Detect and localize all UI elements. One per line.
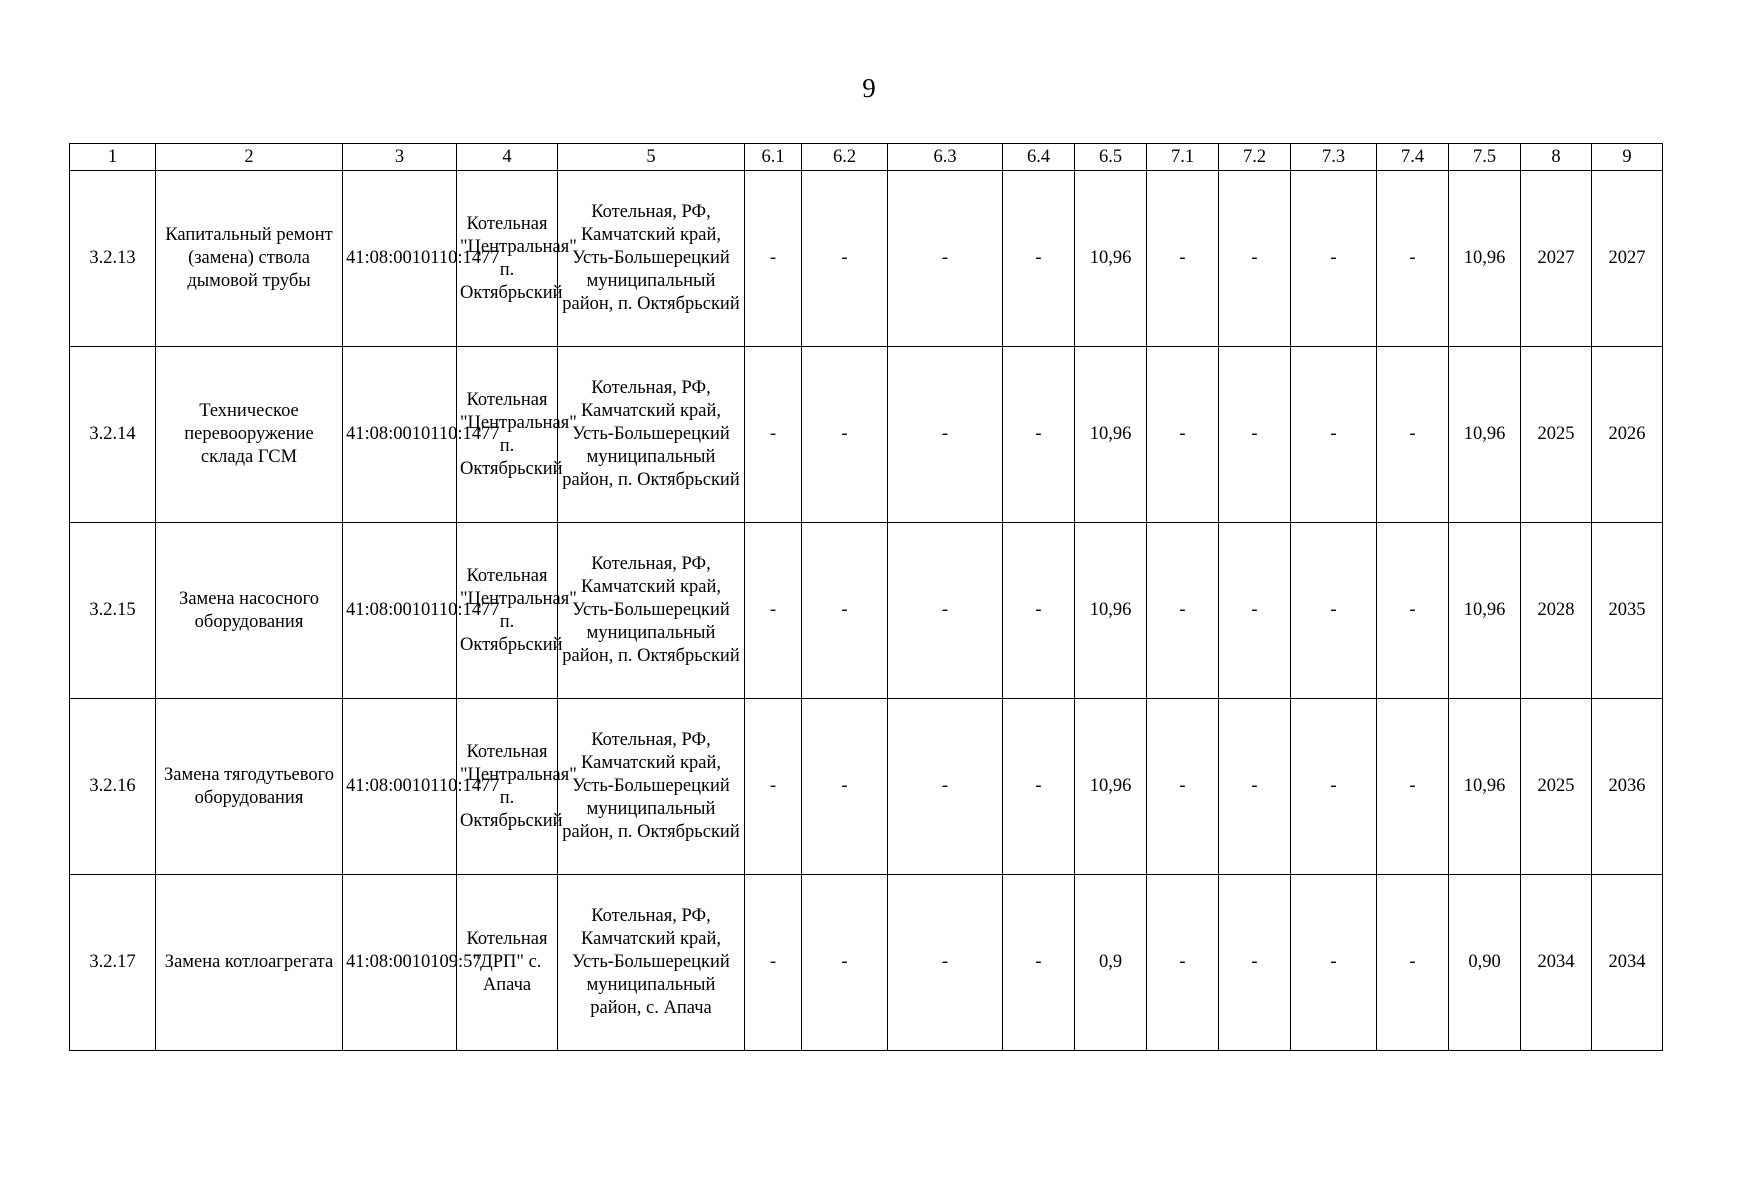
measure-name-cell: Капитальный ремонт (замена) ствола дымовой трубы xyxy=(156,171,343,347)
column-header: 6.1 xyxy=(745,144,802,171)
measure-name-cell: Замена насосного оборудования xyxy=(156,523,343,699)
start-year-cell: 2034 xyxy=(1521,875,1592,1051)
page-number: 9 xyxy=(862,73,876,103)
value-7-5-cell: 10,96 xyxy=(1449,347,1521,523)
column-header: 7.5 xyxy=(1449,144,1521,171)
value-6-1-cell: - xyxy=(745,523,802,699)
measure-name-cell: Техническое перевооружение склада ГСМ xyxy=(156,347,343,523)
value-7-2-cell: - xyxy=(1219,523,1291,699)
item-number-cell: 3.2.13 xyxy=(70,171,156,347)
item-number-cell: 3.2.17 xyxy=(70,875,156,1051)
value-7-1-cell: - xyxy=(1147,523,1219,699)
table-row xyxy=(70,171,1663,347)
object-cell: Котельная "Центральная" п. Октябрьский xyxy=(457,171,558,347)
value-6-2-cell: - xyxy=(802,171,888,347)
value-6-3-cell: - xyxy=(888,699,1003,875)
value-6-5-cell: 10,96 xyxy=(1075,171,1147,347)
value-6-4-cell: - xyxy=(1003,875,1075,1051)
investment-table xyxy=(69,143,1663,1051)
value-7-1-cell: - xyxy=(1147,875,1219,1051)
value-7-2-cell: - xyxy=(1219,875,1291,1051)
cadastral-number-cell: 41:08:0010109:57 xyxy=(343,875,457,1051)
item-number-cell: 3.2.15 xyxy=(70,523,156,699)
value-7-5-cell: 10,96 xyxy=(1449,523,1521,699)
end-year-cell: 2035 xyxy=(1592,523,1663,699)
column-header: 5 xyxy=(558,144,745,171)
cadastral-number-cell: 41:08:0010110:1477 xyxy=(343,523,457,699)
measure-name-cell: Замена тягодутьевого оборудования xyxy=(156,699,343,875)
value-7-3-cell: - xyxy=(1291,523,1377,699)
column-header: 7.1 xyxy=(1147,144,1219,171)
value-6-5-cell: 0,9 xyxy=(1075,875,1147,1051)
end-year-cell: 2026 xyxy=(1592,347,1663,523)
column-header: 6.4 xyxy=(1003,144,1075,171)
header-row xyxy=(70,144,1663,171)
column-header: 4 xyxy=(457,144,558,171)
column-header: 7.2 xyxy=(1219,144,1291,171)
value-7-1-cell: - xyxy=(1147,699,1219,875)
column-header: 8 xyxy=(1521,144,1592,171)
measure-name-cell: Замена котлоагрегата xyxy=(156,875,343,1051)
value-6-3-cell: - xyxy=(888,171,1003,347)
end-year-cell: 2036 xyxy=(1592,699,1663,875)
column-header: 6.2 xyxy=(802,144,888,171)
address-cell: Котельная, РФ, Камчатский край, Усть-Большерецкий муниципальный район, п. Октябрьский xyxy=(558,171,745,347)
start-year-cell: 2027 xyxy=(1521,171,1592,347)
value-7-3-cell: - xyxy=(1291,875,1377,1051)
column-header: 7.4 xyxy=(1377,144,1449,171)
column-header: 1 xyxy=(70,144,156,171)
object-cell: Котельная "ДРП" с. Апача xyxy=(457,875,558,1051)
value-6-5-cell: 10,96 xyxy=(1075,699,1147,875)
value-7-4-cell: - xyxy=(1377,875,1449,1051)
value-6-3-cell: - xyxy=(888,347,1003,523)
item-number-cell: 3.2.14 xyxy=(70,347,156,523)
object-cell: Котельная "Центральная" п. Октябрьский xyxy=(457,699,558,875)
column-header: 2 xyxy=(156,144,343,171)
value-7-2-cell: - xyxy=(1219,171,1291,347)
value-7-4-cell: - xyxy=(1377,171,1449,347)
column-header: 3 xyxy=(343,144,457,171)
address-cell: Котельная, РФ, Камчатский край, Усть-Большерецкий муниципальный район, п. Октябрьский xyxy=(558,347,745,523)
value-6-5-cell: 10,96 xyxy=(1075,347,1147,523)
value-6-2-cell: - xyxy=(802,699,888,875)
value-7-4-cell: - xyxy=(1377,347,1449,523)
value-7-2-cell: - xyxy=(1219,699,1291,875)
value-6-2-cell: - xyxy=(802,875,888,1051)
value-6-2-cell: - xyxy=(802,523,888,699)
start-year-cell: 2028 xyxy=(1521,523,1592,699)
start-year-cell: 2025 xyxy=(1521,347,1592,523)
value-6-4-cell: - xyxy=(1003,171,1075,347)
value-6-1-cell: - xyxy=(745,699,802,875)
value-6-3-cell: - xyxy=(888,875,1003,1051)
value-6-3-cell: - xyxy=(888,523,1003,699)
value-6-1-cell: - xyxy=(745,875,802,1051)
item-number-cell: 3.2.16 xyxy=(70,699,156,875)
value-6-2-cell: - xyxy=(802,347,888,523)
value-6-4-cell: - xyxy=(1003,523,1075,699)
value-7-1-cell: - xyxy=(1147,171,1219,347)
address-cell: Котельная, РФ, Камчатский край, Усть-Большерецкий муниципальный район, п. Октябрьский xyxy=(558,523,745,699)
cadastral-number-cell: 41:08:0010110:1477 xyxy=(343,699,457,875)
end-year-cell: 2027 xyxy=(1592,171,1663,347)
value-7-2-cell: - xyxy=(1219,347,1291,523)
value-6-1-cell: - xyxy=(745,347,802,523)
table-row xyxy=(70,699,1663,875)
value-6-1-cell: - xyxy=(745,171,802,347)
value-6-4-cell: - xyxy=(1003,699,1075,875)
value-7-3-cell: - xyxy=(1291,699,1377,875)
cadastral-number-cell: 41:08:0010110:1477 xyxy=(343,171,457,347)
end-year-cell: 2034 xyxy=(1592,875,1663,1051)
column-header: 9 xyxy=(1592,144,1663,171)
address-cell: Котельная, РФ, Камчатский край, Усть-Большерецкий муниципальный район, с. Апача xyxy=(558,875,745,1051)
address-cell: Котельная, РФ, Камчатский край, Усть-Большерецкий муниципальный район, п. Октябрьский xyxy=(558,699,745,875)
start-year-cell: 2025 xyxy=(1521,699,1592,875)
object-cell: Котельная "Центральная" п. Октябрьский xyxy=(457,347,558,523)
column-header: 6.3 xyxy=(888,144,1003,171)
value-7-3-cell: - xyxy=(1291,171,1377,347)
value-7-3-cell: - xyxy=(1291,347,1377,523)
table-row xyxy=(70,523,1663,699)
value-7-1-cell: - xyxy=(1147,347,1219,523)
value-6-5-cell: 10,96 xyxy=(1075,523,1147,699)
object-cell: Котельная "Центральная" п. Октябрьский xyxy=(457,523,558,699)
table-row xyxy=(70,875,1663,1051)
value-7-5-cell: 10,96 xyxy=(1449,171,1521,347)
value-6-4-cell: - xyxy=(1003,347,1075,523)
column-header: 6.5 xyxy=(1075,144,1147,171)
value-7-4-cell: - xyxy=(1377,523,1449,699)
column-header: 7.3 xyxy=(1291,144,1377,171)
cadastral-number-cell: 41:08:0010110:1477 xyxy=(343,347,457,523)
value-7-5-cell: 0,90 xyxy=(1449,875,1521,1051)
value-7-4-cell: - xyxy=(1377,699,1449,875)
value-7-5-cell: 10,96 xyxy=(1449,699,1521,875)
table-row xyxy=(70,347,1663,523)
